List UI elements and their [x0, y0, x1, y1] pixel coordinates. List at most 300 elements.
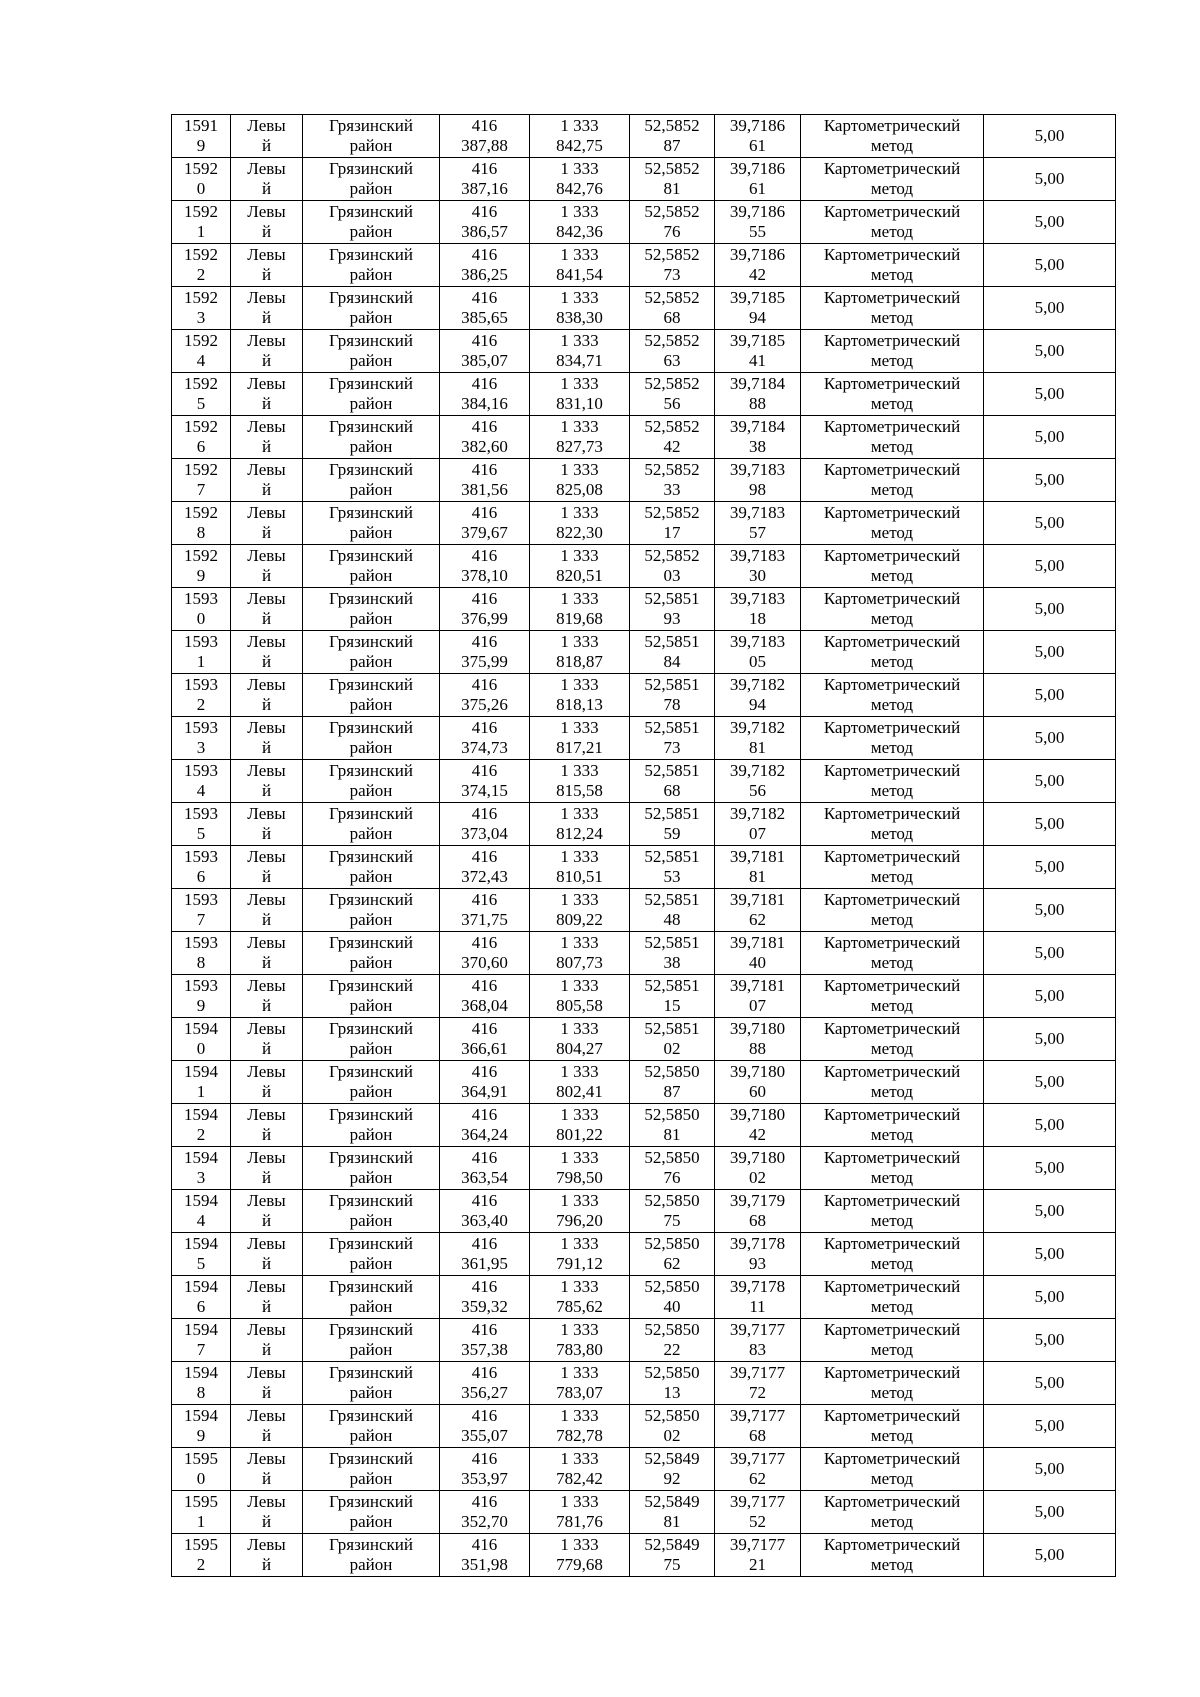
- longitude-cell: [715, 588, 801, 631]
- cell-text: 5,00: [1034, 1201, 1065, 1220]
- method-cell: [801, 803, 984, 846]
- latitude-cell: [630, 1104, 715, 1147]
- cell-text: 62: [749, 1469, 766, 1488]
- cell-text: 52,5851: [644, 675, 700, 694]
- cell-text: район: [349, 480, 393, 499]
- cell-text: 81: [663, 1125, 681, 1144]
- side-cell: [231, 1018, 303, 1061]
- side-cell: [231, 588, 303, 631]
- cell-text: Левы: [247, 718, 286, 737]
- cell-text: 81: [749, 867, 766, 886]
- cell-text: 75: [663, 1211, 681, 1230]
- cell-text: 1 333: [560, 1406, 599, 1425]
- cell-text: 1 333: [560, 718, 599, 737]
- cell-text: 52,5849: [644, 1492, 700, 1511]
- cell-text: 378,10: [461, 566, 508, 585]
- cell-text: Картометрический: [823, 718, 961, 737]
- latitude-cell: [630, 1362, 715, 1405]
- cell-text: Левы: [247, 1148, 286, 1167]
- accuracy-cell: [984, 975, 1116, 1018]
- cell-text: 4: [196, 1211, 206, 1230]
- district-cell: [303, 631, 440, 674]
- latitude-cell: [630, 1491, 715, 1534]
- x-coordinate-cell: [440, 1405, 530, 1448]
- side-cell: [231, 244, 303, 287]
- y-coordinate-cell: [530, 373, 630, 416]
- point-number-cell: [172, 631, 231, 674]
- cell-text: 5,00: [1034, 427, 1065, 446]
- x-coordinate-cell: [440, 459, 530, 502]
- cell-text: 805,58: [556, 996, 603, 1015]
- cell-text: 416: [471, 202, 498, 221]
- cell-text: 52,5852: [644, 288, 700, 307]
- longitude-cell: [715, 1319, 801, 1362]
- cell-text: Левы: [247, 761, 286, 780]
- cell-text: 1 333: [560, 546, 599, 565]
- cell-text: 52,5852: [644, 202, 700, 221]
- cell-text: 7: [196, 1340, 206, 1359]
- table-row: [172, 1448, 1116, 1491]
- accuracy-cell: [984, 1233, 1116, 1276]
- table-row: [172, 1233, 1116, 1276]
- district-cell: [303, 1104, 440, 1147]
- method-cell: [801, 889, 984, 932]
- cell-text: Левы: [247, 976, 286, 995]
- cell-text: 416: [471, 761, 498, 780]
- accuracy-cell: [984, 588, 1116, 631]
- table-row: [172, 244, 1116, 287]
- method-cell: [801, 631, 984, 674]
- cell-text: 1591: [184, 116, 218, 135]
- side-cell: [231, 373, 303, 416]
- latitude-cell: [630, 201, 715, 244]
- cell-text: 5,00: [1034, 1244, 1065, 1263]
- side-cell: [231, 545, 303, 588]
- cell-text: 5,00: [1034, 1502, 1065, 1521]
- cell-text: 2: [196, 265, 206, 284]
- cell-text: 55: [749, 222, 766, 241]
- table-row: [172, 502, 1116, 545]
- table-row: [172, 975, 1116, 1018]
- cell-text: 5,00: [1034, 1287, 1065, 1306]
- point-number-cell: [172, 674, 231, 717]
- point-number-cell: [172, 1491, 231, 1534]
- y-coordinate-cell: [530, 416, 630, 459]
- longitude-cell: [715, 373, 801, 416]
- accuracy-cell: [984, 1319, 1116, 1362]
- y-coordinate-cell: [530, 1061, 630, 1104]
- cell-text: 94: [749, 308, 766, 327]
- cell-text: 818,13: [556, 695, 603, 714]
- side-cell: [231, 889, 303, 932]
- cell-text: Картометрический: [823, 1406, 961, 1425]
- cell-text: Левы: [247, 1277, 286, 1296]
- cell-text: 39,7177: [729, 1363, 786, 1382]
- cell-text: 5,00: [1034, 169, 1065, 188]
- longitude-cell: [715, 717, 801, 760]
- point-number-cell: [172, 846, 231, 889]
- x-coordinate-cell: [440, 545, 530, 588]
- cell-text: Картометрический: [823, 159, 961, 178]
- cell-text: метод: [870, 1383, 914, 1402]
- cell-text: 4: [196, 351, 206, 370]
- cell-text: 39,7185: [729, 288, 786, 307]
- cell-text: 416: [471, 675, 498, 694]
- point-number-cell: [172, 1534, 231, 1577]
- longitude-cell: [715, 416, 801, 459]
- side-cell: [231, 158, 303, 201]
- cell-text: 52,5852: [644, 245, 700, 264]
- cell-text: 382,60: [461, 437, 508, 456]
- cell-text: 375,26: [461, 695, 508, 714]
- y-coordinate-cell: [530, 459, 630, 502]
- x-coordinate-cell: [440, 588, 530, 631]
- table-row: [172, 1405, 1116, 1448]
- cell-text: Грязинский: [329, 116, 413, 135]
- cell-text: Картометрический: [823, 589, 961, 608]
- cell-text: 52,5851: [644, 933, 700, 952]
- district-cell: [303, 459, 440, 502]
- cell-text: 5,00: [1034, 986, 1065, 1005]
- cell-text: 386,57: [461, 222, 508, 241]
- cell-text: метод: [870, 1039, 914, 1058]
- cell-text: 1 333: [560, 1148, 599, 1167]
- district-cell: [303, 1190, 440, 1233]
- method-cell: [801, 1362, 984, 1405]
- cell-text: 94: [749, 695, 766, 714]
- cell-text: 81: [663, 179, 681, 198]
- cell-text: район: [349, 222, 393, 241]
- table-row: [172, 1061, 1116, 1104]
- cell-text: район: [349, 910, 393, 929]
- y-coordinate-cell: [530, 760, 630, 803]
- cell-text: 1593: [184, 589, 218, 608]
- cell-text: 374,15: [461, 781, 508, 800]
- cell-text: метод: [870, 652, 914, 671]
- accuracy-cell: [984, 1448, 1116, 1491]
- cell-text: Картометрический: [823, 202, 961, 221]
- cell-text: Картометрический: [823, 288, 961, 307]
- cell-text: 416: [471, 589, 498, 608]
- cell-text: Грязинский: [329, 1062, 413, 1081]
- accuracy-cell: [984, 502, 1116, 545]
- cell-text: метод: [870, 265, 914, 284]
- cell-text: район: [349, 1211, 393, 1230]
- cell-text: Картометрический: [823, 1191, 961, 1210]
- district-cell: [303, 545, 440, 588]
- cell-text: й: [261, 222, 272, 241]
- cell-text: 5,00: [1034, 1545, 1065, 1564]
- accuracy-cell: [984, 846, 1116, 889]
- cell-text: й: [261, 824, 272, 843]
- x-coordinate-cell: [440, 1061, 530, 1104]
- cell-text: 39,7185: [729, 331, 786, 350]
- cell-text: 68: [663, 781, 681, 800]
- method-cell: [801, 1319, 984, 1362]
- cell-text: 363,40: [461, 1211, 508, 1230]
- cell-text: й: [261, 308, 272, 327]
- cell-text: метод: [870, 1082, 914, 1101]
- accuracy-cell: [984, 1147, 1116, 1190]
- cell-text: 52: [749, 1512, 766, 1531]
- cell-text: 1592: [184, 331, 218, 350]
- cell-text: 5,00: [1034, 1416, 1065, 1435]
- cell-text: Левы: [247, 331, 286, 350]
- cell-text: 1: [196, 1512, 206, 1531]
- cell-text: 374,73: [461, 738, 508, 757]
- cell-text: Левы: [247, 804, 286, 823]
- cell-text: Грязинский: [329, 1234, 413, 1253]
- cell-text: район: [349, 1039, 393, 1058]
- y-coordinate-cell: [530, 932, 630, 975]
- longitude-cell: [715, 545, 801, 588]
- cell-text: 782,42: [556, 1469, 603, 1488]
- cell-text: 39,7183: [729, 546, 786, 565]
- cell-text: метод: [870, 179, 914, 198]
- cell-text: 30: [749, 566, 766, 585]
- x-coordinate-cell: [440, 932, 530, 975]
- y-coordinate-cell: [530, 1190, 630, 1233]
- cell-text: Грязинский: [329, 417, 413, 436]
- cell-text: район: [349, 1340, 393, 1359]
- side-cell: [231, 803, 303, 846]
- table-row: [172, 287, 1116, 330]
- side-cell: [231, 846, 303, 889]
- cell-text: Картометрический: [823, 847, 961, 866]
- cell-text: Левы: [247, 1406, 286, 1425]
- cell-text: 3: [196, 1168, 206, 1187]
- cell-text: 02: [663, 1039, 681, 1058]
- point-number-cell: [172, 760, 231, 803]
- cell-text: 416: [471, 1363, 498, 1382]
- cell-text: 42: [749, 265, 766, 284]
- cell-text: район: [349, 738, 393, 757]
- cell-text: 1594: [184, 1277, 218, 1296]
- table-row: [172, 1491, 1116, 1534]
- side-cell: [231, 201, 303, 244]
- cell-text: 84: [663, 652, 681, 671]
- cell-text: 52,5850: [644, 1062, 700, 1081]
- cell-text: Картометрический: [823, 460, 961, 479]
- cell-text: Картометрический: [823, 1277, 961, 1296]
- cell-text: 1593: [184, 890, 218, 909]
- cell-text: метод: [870, 308, 914, 327]
- method-cell: [801, 975, 984, 1018]
- y-coordinate-cell: [530, 588, 630, 631]
- district-cell: [303, 846, 440, 889]
- cell-text: 416: [471, 1320, 498, 1339]
- cell-text: 39,7182: [729, 804, 786, 823]
- cell-text: Левы: [247, 1062, 286, 1081]
- cell-text: 1592: [184, 503, 218, 522]
- cell-text: 40: [749, 953, 766, 972]
- x-coordinate-cell: [440, 1534, 530, 1577]
- side-cell: [231, 932, 303, 975]
- latitude-cell: [630, 416, 715, 459]
- method-cell: [801, 330, 984, 373]
- cell-text: 52,5852: [644, 546, 700, 565]
- cell-text: 1594: [184, 1234, 218, 1253]
- cell-text: Грязинский: [329, 202, 413, 221]
- point-number-cell: [172, 717, 231, 760]
- method-cell: [801, 846, 984, 889]
- accuracy-cell: [984, 416, 1116, 459]
- table-row: [172, 115, 1116, 158]
- cell-text: 9: [196, 566, 206, 585]
- cell-text: Грязинский: [329, 374, 413, 393]
- cell-text: 416: [471, 933, 498, 952]
- cell-text: 33: [663, 480, 681, 499]
- cell-text: 39,7184: [729, 417, 786, 436]
- district-cell: [303, 373, 440, 416]
- cell-text: 820,51: [556, 566, 603, 585]
- cell-text: район: [349, 1426, 393, 1445]
- method-cell: [801, 287, 984, 330]
- method-cell: [801, 1233, 984, 1276]
- table-row: [172, 416, 1116, 459]
- y-coordinate-cell: [530, 201, 630, 244]
- latitude-cell: [630, 158, 715, 201]
- coordinates-table-body: [172, 115, 1116, 1577]
- cell-text: 61: [749, 179, 766, 198]
- cell-text: 841,54: [556, 265, 603, 284]
- side-cell: [231, 459, 303, 502]
- cell-text: 52,5851: [644, 847, 700, 866]
- cell-text: Грязинский: [329, 159, 413, 178]
- cell-text: 416: [471, 804, 498, 823]
- latitude-cell: [630, 1233, 715, 1276]
- cell-text: й: [261, 566, 272, 585]
- cell-text: 1593: [184, 976, 218, 995]
- cell-text: Картометрический: [823, 116, 961, 135]
- cell-text: 2: [196, 1125, 206, 1144]
- y-coordinate-cell: [530, 1534, 630, 1577]
- cell-text: 60: [749, 1082, 766, 1101]
- y-coordinate-cell: [530, 846, 630, 889]
- cell-text: 1 333: [560, 116, 599, 135]
- cell-text: 93: [749, 1254, 766, 1273]
- cell-text: 5,00: [1034, 1459, 1065, 1478]
- cell-text: 48: [663, 910, 681, 929]
- cell-text: 416: [471, 116, 498, 135]
- cell-text: 416: [471, 159, 498, 178]
- cell-text: Левы: [247, 1363, 286, 1382]
- district-cell: [303, 1061, 440, 1104]
- cell-text: й: [261, 910, 272, 929]
- cell-text: 5,00: [1034, 685, 1065, 704]
- cell-text: 52,5850: [644, 1234, 700, 1253]
- cell-text: 62: [663, 1254, 681, 1273]
- cell-text: 9: [196, 136, 206, 155]
- cell-text: Левы: [247, 202, 286, 221]
- point-number-cell: [172, 588, 231, 631]
- district-cell: [303, 1276, 440, 1319]
- y-coordinate-cell: [530, 1104, 630, 1147]
- cell-text: район: [349, 351, 393, 370]
- cell-text: 1 333: [560, 1363, 599, 1382]
- cell-text: 387,88: [461, 136, 508, 155]
- cell-text: 39,7183: [729, 589, 786, 608]
- latitude-cell: [630, 760, 715, 803]
- x-coordinate-cell: [440, 1491, 530, 1534]
- cell-text: Левы: [247, 933, 286, 952]
- method-cell: [801, 201, 984, 244]
- cell-text: 357,38: [461, 1340, 508, 1359]
- cell-text: район: [349, 1297, 393, 1316]
- cell-text: й: [261, 867, 272, 886]
- cell-text: 1593: [184, 718, 218, 737]
- district-cell: [303, 1405, 440, 1448]
- cell-text: метод: [870, 1469, 914, 1488]
- cell-text: 1592: [184, 546, 218, 565]
- cell-text: 376,99: [461, 609, 508, 628]
- accuracy-cell: [984, 760, 1116, 803]
- cell-text: 52,5850: [644, 1148, 700, 1167]
- cell-text: 13: [663, 1383, 681, 1402]
- x-coordinate-cell: [440, 330, 530, 373]
- point-number-cell: [172, 1018, 231, 1061]
- cell-text: 1593: [184, 847, 218, 866]
- cell-text: район: [349, 179, 393, 198]
- cell-text: 1 333: [560, 890, 599, 909]
- method-cell: [801, 502, 984, 545]
- cell-text: район: [349, 1254, 393, 1273]
- district-cell: [303, 1018, 440, 1061]
- district-cell: [303, 717, 440, 760]
- cell-text: 353,97: [461, 1469, 508, 1488]
- cell-text: 39,7177: [729, 1406, 786, 1425]
- cell-text: район: [349, 1555, 393, 1574]
- cell-text: Грязинский: [329, 245, 413, 264]
- district-cell: [303, 1233, 440, 1276]
- cell-text: 825,08: [556, 480, 603, 499]
- point-number-cell: [172, 1362, 231, 1405]
- method-cell: [801, 545, 984, 588]
- cell-text: й: [261, 394, 272, 413]
- side-cell: [231, 717, 303, 760]
- cell-text: 39,7181: [729, 890, 786, 909]
- cell-text: метод: [870, 695, 914, 714]
- cell-text: Грязинский: [329, 503, 413, 522]
- latitude-cell: [630, 1534, 715, 1577]
- cell-text: 1592: [184, 374, 218, 393]
- cell-text: 416: [471, 503, 498, 522]
- cell-text: 5,00: [1034, 1115, 1065, 1134]
- cell-text: 804,27: [556, 1039, 603, 1058]
- side-cell: [231, 1233, 303, 1276]
- side-cell: [231, 1061, 303, 1104]
- cell-text: 363,54: [461, 1168, 508, 1187]
- longitude-cell: [715, 502, 801, 545]
- cell-text: Грязинский: [329, 933, 413, 952]
- cell-text: 63: [663, 351, 681, 370]
- method-cell: [801, 588, 984, 631]
- point-number-cell: [172, 1104, 231, 1147]
- cell-text: Грязинский: [329, 1277, 413, 1296]
- cell-text: 53: [663, 867, 681, 886]
- cell-text: 52,5850: [644, 1320, 700, 1339]
- accuracy-cell: [984, 932, 1116, 975]
- longitude-cell: [715, 1534, 801, 1577]
- cell-text: й: [261, 1254, 272, 1273]
- cell-text: 38: [749, 437, 766, 456]
- y-coordinate-cell: [530, 1233, 630, 1276]
- x-coordinate-cell: [440, 1276, 530, 1319]
- latitude-cell: [630, 889, 715, 932]
- cell-text: 1593: [184, 675, 218, 694]
- cell-text: 39,7182: [729, 761, 786, 780]
- cell-text: район: [349, 996, 393, 1015]
